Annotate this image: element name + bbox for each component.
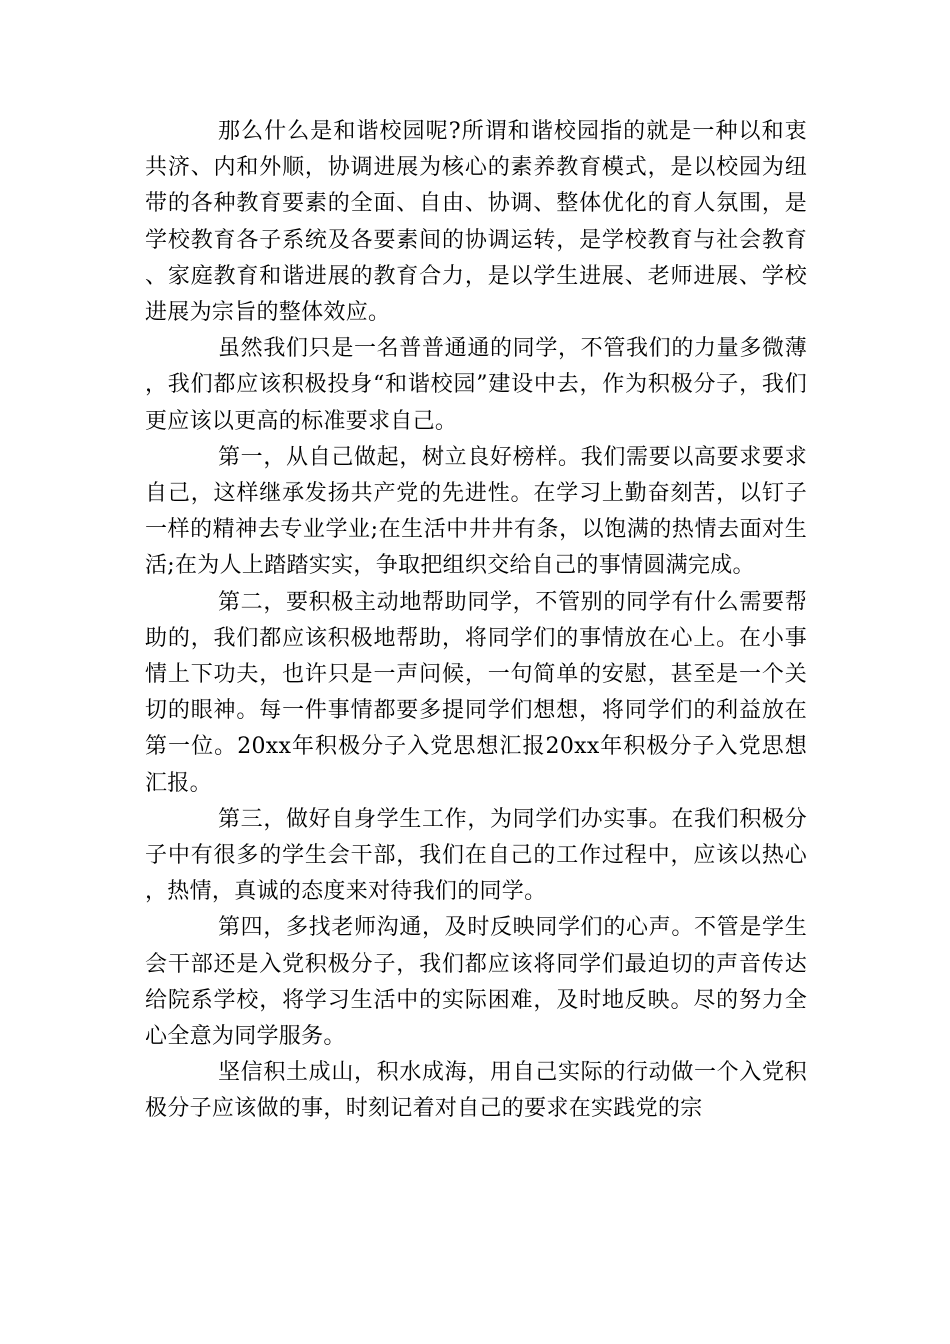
paragraph-third-point: 第三，做好自身学生工作，为同学们办实事。在我们积极分子中有很多的学生会干部，我们在自己的工作过程中，应该以热心，热情，真诚的态度来对待我们的同学。 (145, 806, 807, 905)
paragraph-second-point: 第二，要积极主动地帮助同学，不管别的同学有什么需要帮助的，我们都应该积极地帮助，将同学们的事情放在心上。在小事情上下功夫，也许只是一声问候，一句简单的安慰，甚至是一个关切的眼神。每一件事情都要多提同学们想想，将同学们的利益放在第一位。20xx年积极分子入党思想汇报20xx年积极分子入党思想汇报。 (145, 589, 807, 796)
paragraph-conclusion: 坚信积土成山，积水成海，用自己实际的行动做一个入党积极分子应该做的事，时刻记着对自己的要求在实践党的宗 (145, 1060, 807, 1122)
document-page (145, 114, 807, 1128)
paragraph-first-point: 第一，从自己做起，树立良好榜样。我们需要以高要求要求自己，这样继承发扬共产党的先进性。在学习上勤奋刻苦，以钉子一样的精神去专业学业;在生活中井井有条，以饱满的热情去面对生活;在为人上踏踏实实，争取把组织交给自己的事情圆满完成。 (145, 444, 807, 579)
paragraph-fourth-point: 第四，多找老师沟通，及时反映同学们的心声。不管是学生会干部还是入党积极分子，我们都应该将同学们最迫切的声音传达给院系学校，将学习生活中的实际困难，及时地反映。尽的努力全心全意为同学服务。 (145, 915, 807, 1050)
paragraph-commitment: 虽然我们只是一名普普通通的同学，不管我们的力量多微薄，我们都应该积极投身“和谐校园”建设中去，作为积极分子，我们更应该以更高的标准要求自己。 (145, 336, 807, 434)
paragraph-harmonious-campus-definition: 那么什么是和谐校园呢?所谓和谐校园指的就是一种以和衷共济、内和外顺，协调进展为核心的素养教育模式，是以校园为纽带的各种教育要素的全面、自由、协调、整体优化的育人氛围，是学校教育各子系统及各要素间的协调运转，是学校教育与社会教育、家庭教育和谐进展的教育合力，是以学生进展、老师进展、学校进展为宗旨的整体效应。 (145, 119, 807, 326)
